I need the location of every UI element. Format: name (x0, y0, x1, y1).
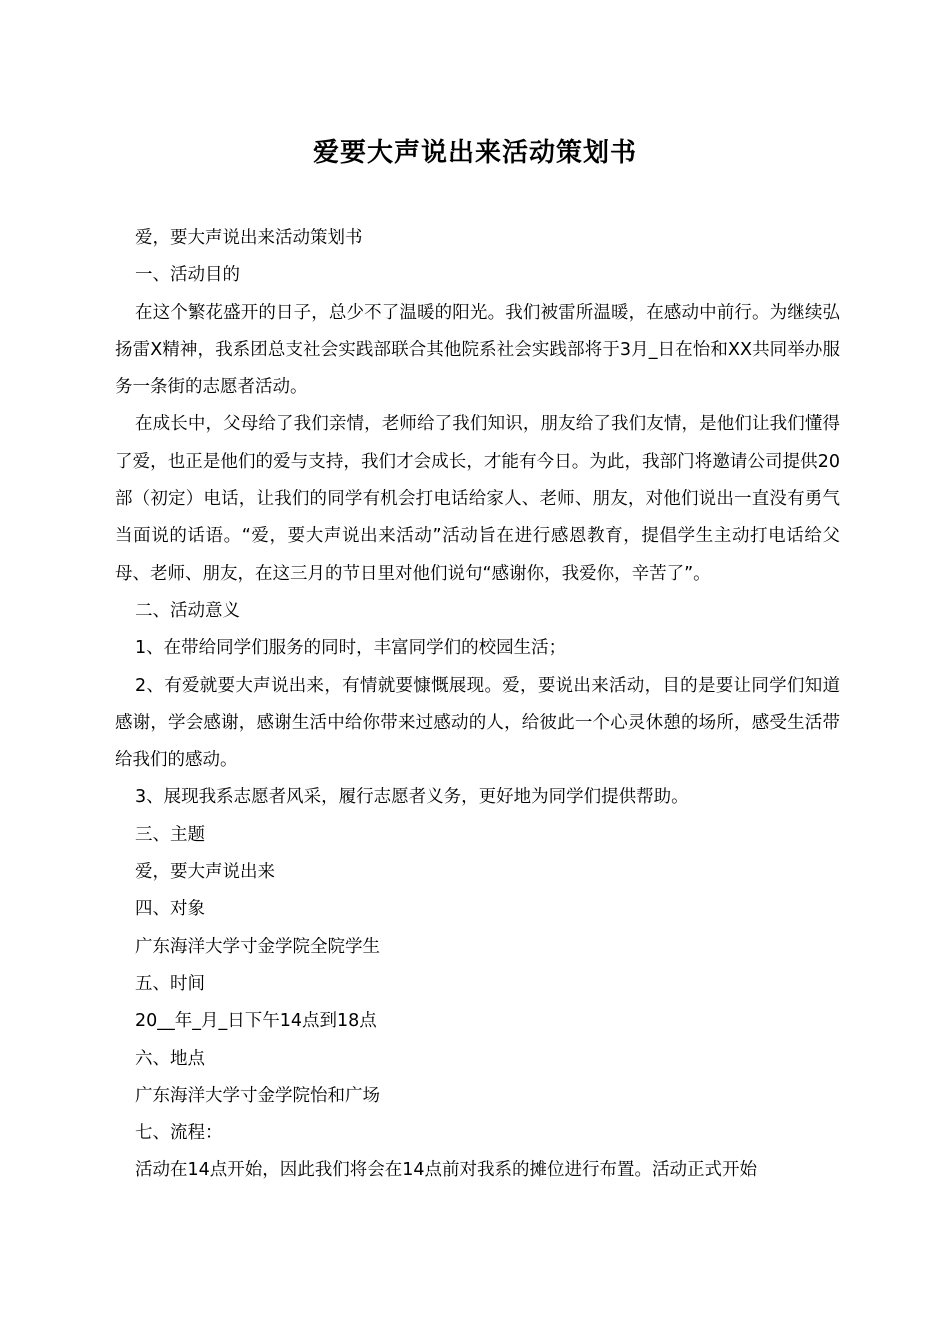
theme-text: 爱，要大声说出来 (135, 862, 275, 883)
paragraph-growth: 在成长中，父母给了我们亲情，老师给了我们知识，朋友给了我们友情，是他们让我们懂得了爱，也正是他们的爱与支持，我们才会成长，才能有今日。为此，我部门将邀请公司提供20部（初定）电话，让我们的同学有机会打电话给家人、老师、朋友，对他们说出一直没有勇气当面说的话语。“爱，要大声说出来活动”活动旨在进行感恩教育，提倡学生主动打电话给父母、老师、朋友，在这三月的节日里对他们说句“感谢你，我爱你，辛苦了”。 (115, 414, 840, 584)
time-text: 20__年_月_日下午14点到18点 (135, 1011, 377, 1032)
process-text: 活动在14点开始，因此我们将会在14点前对我系的摊位进行布置。活动正式开始 (135, 1160, 758, 1181)
section-heading-audience: 四、对象 (135, 899, 205, 920)
paragraph-purpose: 在这个繁花盛开的日子，总少不了温暖的阳光。我们被雷所温暖，在感动中前行。为继续弘扬雷X精神，我系团总支社会实践部联合其他院系社会实践部将于3月_日在怡和XX共同举办服务一条街的志愿者活动。 (115, 302, 840, 398)
section-heading-significance: 二、活动意义 (135, 600, 240, 621)
section-heading-location: 六、地点 (135, 1048, 205, 1069)
section-heading-purpose: 一、活动目的 (135, 265, 240, 286)
audience-text: 广东海洋大学寸金学院全院学生 (135, 936, 380, 957)
significance-item-3: 3、展现我系志愿者风采，履行志愿者义务，更好地为同学们提供帮助。 (135, 787, 689, 808)
significance-item-1: 1、在带给同学们服务的同时，丰富同学们的校园生活； (135, 638, 567, 659)
section-heading-time: 五、时间 (135, 973, 205, 994)
significance-item-2: 2、有爱就要大声说出来，有情就要慷慨展现。爱，要说出来活动，目的是要让同学们知道感谢，学会感谢，感谢生活中给你带来过感动的人，给彼此一个心灵休憩的场所，感受生活带给我们的感动。 (115, 675, 840, 771)
section-heading-theme: 三、主题 (135, 824, 205, 845)
location-text: 广东海洋大学寸金学院怡和广场 (135, 1085, 380, 1106)
subtitle-line: 爱，要大声说出来活动策划书 (135, 228, 363, 248)
document-title: 爱要大声说出来活动策划书 (312, 138, 637, 168)
section-heading-process: 七、流程： (135, 1123, 223, 1144)
document-body (115, 220, 840, 1190)
